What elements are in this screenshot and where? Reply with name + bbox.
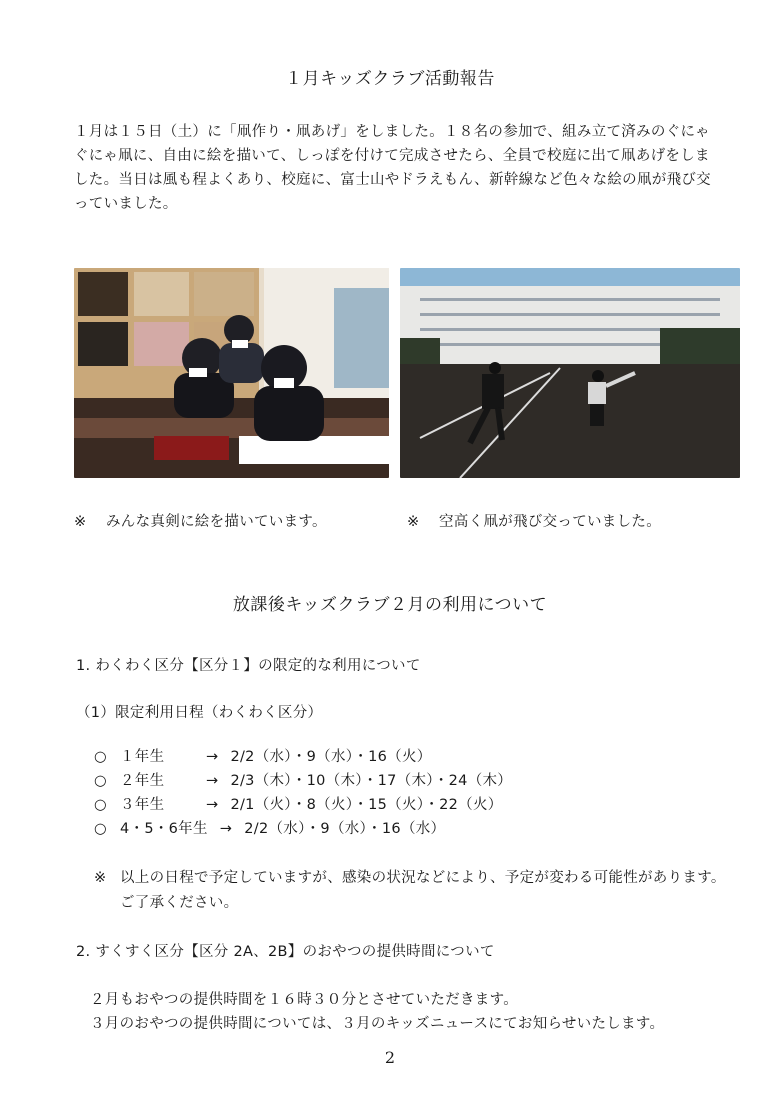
circle-bullet: ○ bbox=[94, 773, 107, 789]
report-title: １月キッズクラブ活動報告 bbox=[285, 69, 495, 89]
section1-heading: 1. わくわく区分【区分１】の限定的な利用について bbox=[76, 658, 421, 674]
photo-kite-flying bbox=[400, 268, 740, 478]
photo-children-drawing bbox=[74, 268, 389, 478]
notice-title: 放課後キッズクラブ２月の利用について bbox=[232, 595, 548, 615]
caption-text: 空高く凧が飛び交っていました。 bbox=[439, 514, 661, 530]
note-mark: ※ bbox=[94, 870, 107, 886]
arrow-right-icon: → bbox=[206, 797, 219, 813]
photo-caption-left bbox=[74, 510, 327, 531]
circle-bullet: ○ bbox=[94, 821, 107, 837]
arrow-right-icon: → bbox=[206, 749, 219, 765]
caption-mark: ※ bbox=[407, 514, 420, 530]
schedule-grade: １年生 bbox=[120, 749, 165, 765]
page-number: 2 bbox=[384, 1048, 396, 1067]
schedule-dates: 2/1（火）・8（火）・15（火）・22（火） bbox=[230, 797, 503, 813]
note-text: 以上の日程で予定していますが、感染の状況などにより、予定が変わる可能性があります。ご了承ください。 bbox=[120, 870, 726, 911]
section1-subheading: （1）限定利用日程（わくわく区分） bbox=[76, 705, 323, 721]
schedule-dates: 2/2（水）・9（水）・16（火） bbox=[230, 749, 432, 765]
section2-heading: 2. すくすく区分【区分 2A、2B】のおやつの提供時間について bbox=[76, 944, 495, 960]
caption-mark: ※ bbox=[74, 514, 87, 530]
schedule-grade: 4・5・6年生 bbox=[120, 821, 208, 837]
photo-caption-right bbox=[407, 510, 661, 531]
caption-text: みんな真剣に絵を描いています。 bbox=[106, 514, 327, 530]
schedule-note bbox=[94, 866, 730, 916]
schedule-row bbox=[94, 817, 512, 841]
schedule-list bbox=[94, 745, 512, 841]
snack-time-line: ３月のおやつの提供時間については、３月のキッズニュースにてお知らせいたします。 bbox=[90, 1016, 665, 1032]
schedule-row bbox=[94, 745, 512, 769]
schedule-row bbox=[94, 769, 512, 793]
arrow-right-icon: → bbox=[206, 773, 219, 789]
schedule-dates: 2/3（木）・10（木）・17（木）・24（木） bbox=[230, 773, 513, 789]
schedule-grade: ３年生 bbox=[120, 797, 165, 813]
circle-bullet: ○ bbox=[94, 797, 107, 813]
snack-time-line: ２月もおやつの提供時間を１６時３０分とさせていただきます。 bbox=[90, 992, 519, 1008]
schedule-grade: ２年生 bbox=[120, 773, 165, 789]
arrow-right-icon: → bbox=[219, 821, 233, 837]
schedule-row bbox=[94, 793, 512, 817]
report-body: １月は１５日（土）に「凧作り・凧あげ」をしました。１８名の参加で、組み立て済みのぐにゃぐにゃ凧に、自由に絵を描いて、しっぽを付けて完成させたら、全員で校庭に出て凧あげをしました。当日は風も程よくあり、校庭に、富士山やドラえもん、新幹線など色々な絵の凧が飛び交っていました。 bbox=[74, 124, 711, 212]
schedule-dates: 2/2（水）・9（水）・16（水） bbox=[244, 821, 446, 837]
circle-bullet: ○ bbox=[94, 749, 107, 765]
